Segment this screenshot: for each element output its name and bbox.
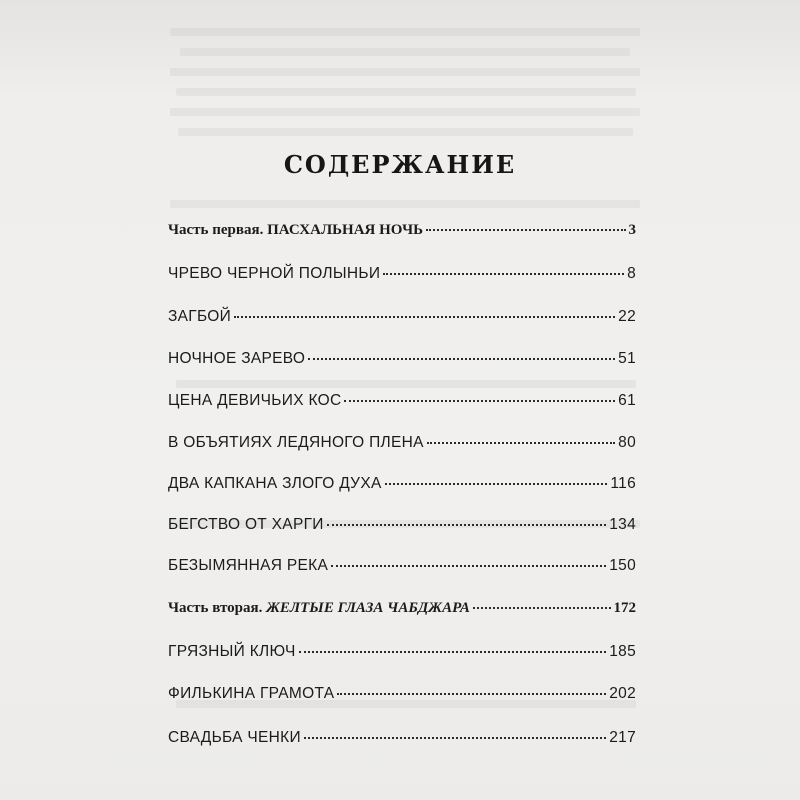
toc-entry-label [168, 222, 423, 239]
toc-leader-dots [337, 692, 606, 695]
toc-page-number: 3 [628, 222, 636, 238]
toc-entry [168, 729, 636, 747]
toc-entry-title: ЦЕНА ДЕВИЧЬИХ КОС [168, 392, 342, 409]
toc-leader-dots [308, 357, 615, 360]
toc-entry [168, 392, 636, 410]
toc-entry [168, 475, 636, 493]
toc-leader-dots [385, 482, 608, 485]
toc-entry [168, 308, 636, 326]
toc-page-number: 51 [618, 350, 636, 367]
toc-entry-title: ДВА КАПКАНА ЗЛОГО ДУХА [168, 475, 382, 492]
toc-leader-dots [383, 272, 624, 275]
toc-entry [168, 434, 636, 452]
toc-entry [168, 643, 636, 661]
toc-leader-dots [299, 650, 607, 653]
toc-entry-title: ЗАГБОЙ [168, 308, 232, 325]
toc-page-number: 134 [609, 516, 636, 533]
toc-page-number: 80 [618, 434, 636, 451]
toc-entry-title: ФИЛЬКИНА ГРАМОТА [168, 685, 335, 702]
toc-leader-dots [234, 315, 615, 318]
toc-page-number: 185 [609, 643, 636, 660]
toc-page-number: 172 [613, 600, 636, 616]
toc-page-number: 150 [609, 557, 636, 574]
toc-page-number: 8 [627, 265, 636, 282]
toc-leader-dots [426, 228, 625, 231]
toc-entry-title: ГРЯЗНЫЙ КЛЮЧ [168, 643, 296, 660]
page-title: СОДЕРЖАНИЕ [283, 150, 517, 179]
toc-entry [168, 516, 636, 534]
toc-leader-dots [427, 441, 615, 444]
toc-page-number: 61 [618, 392, 636, 409]
toc-page-number: 116 [610, 475, 636, 492]
toc-entry-title: ЖЕЛТЫЕ ГЛАЗА ЧАБДЖАРА [266, 600, 470, 616]
toc-entry-title: ПАСХАЛЬНАЯ НОЧЬ [267, 222, 424, 238]
toc-entry [168, 557, 636, 575]
toc-leader-dots [331, 564, 606, 567]
toc-entry [168, 350, 636, 368]
toc-entry [168, 222, 636, 239]
toc-leader-dots [344, 399, 615, 402]
toc-entry-title: НОЧНОЕ ЗАРЕВО [168, 350, 306, 367]
toc-entry [168, 685, 636, 703]
toc-entry-title: БЕЗЫМЯННАЯ РЕКА [168, 557, 329, 574]
toc-page-number: 217 [609, 729, 636, 746]
toc-entry-title: БЕГСТВО ОТ ХАРГИ [168, 516, 324, 533]
toc-part-prefix: Часть вторая. [168, 600, 263, 616]
toc-entry-title: ЧРЕВО ЧЕРНОЙ ПОЛЫНЬИ [168, 265, 381, 282]
toc-leader-dots [304, 736, 606, 739]
toc-entry [168, 265, 636, 283]
toc-leader-dots [327, 523, 607, 526]
toc-entry-title: В ОБЪЯТИЯХ ЛЕДЯНОГО ПЛЕНА [168, 434, 424, 451]
toc-entry-label [168, 600, 470, 617]
toc-page-number: 202 [609, 685, 636, 702]
toc-leader-dots [473, 606, 611, 609]
toc-entry [168, 600, 636, 617]
toc-page-number: 22 [618, 308, 636, 325]
toc-entry-title: СВАДЬБА ЧЕНКИ [168, 729, 301, 746]
toc-part-prefix: Часть первая. [168, 222, 264, 238]
